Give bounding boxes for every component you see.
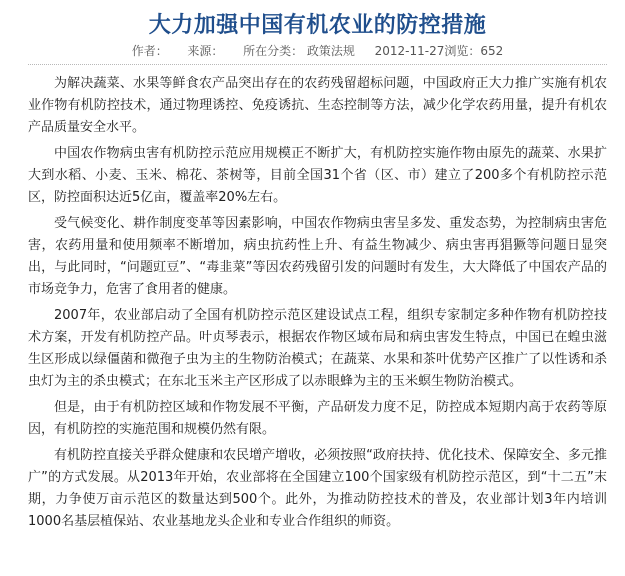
paragraph: 为解决蔬菜、水果等鲜食农产品突出存在的农药残留超标问题，中国政府正大力推广实施有机农业作物有机防控技术，通过物理诱控、免疫诱抗、生态控制等方法，减少化学农药用量，提升有机农产品质量安全水平。 [28,76,607,135]
views-count: 652 [480,44,504,58]
paragraph: 2007年，农业部启动了全国有机防控示范区建设试点工程，组织专家制定多种作物有机防控技术方案，开发有机防控产品。叶贞琴表示，根据农作物区域布局和病虫害发生特点，中国已在蝗虫滋生区形成以绿僵菌和微孢子虫为主的生物防治模式；在蔬菜、水果和茶叶优势产区推广了以性诱和杀虫灯为主的杀虫模式；在东北玉米主产区形成了以赤眼蜂为主的玉米螟生物防治模式。 [28,308,607,389]
paragraph: 但是，由于有机防控区域和作物发展不平衡，产品研发力度不足，防控成本短期内高于农药等原因，有机防控的实施范围和规模仍然有限。 [28,400,607,437]
author-label: 作者： [131,44,168,58]
source-label: 来源： [187,44,224,58]
article-meta [28,42,607,60]
category-link[interactable]: 政策法规 [306,44,355,58]
category-label: 所在分类： [243,44,304,58]
paragraph: 中国农作物病虫害有机防控示范应用规模正不断扩大，有机防控实施作物由原先的蔬菜、水果扩大到水稻、小麦、玉米、棉花、茶树等，目前全国31个省（区、市）建立了200多个有机防控示范区，防控面积达近5亿亩，覆盖率20%左右。 [28,146,607,205]
views-label: 浏览： [444,44,481,58]
article-title: 大力加强中国有机农业的防控措施 [148,12,487,38]
paragraph: 受气候变化、耕作制度变革等因素影响，中国农作物病虫害呈多发、重发态势，为控制病虫害危害，农药用量和使用频率不断增加，病虫抗药性上升、有益生物减少、病虫害再猖獗等问题日显突出，与此同时，“问题豇豆”、“毒韭菜”等因农药残留引发的问题时有发生，大大降低了中国农产品的市场竞争力，危害了食用者的健康。 [28,216,607,297]
meta-divider [28,64,607,65]
paragraph: 有机防控直接关乎群众健康和农民增产增收，必须按照“政府扶持、优化技术、保障安全、多元推广”的方式发展。从2013年开始，农业部将在全国建立100个国家级有机防控示范区，到“十二五”末期，力争使万亩示范区的数量达到500个。此外，为推动防控技术的普及，农业部计划3年内培训1000名基层植保站、农业基地龙头企业和专业合作组织的师资。 [28,448,607,529]
publish-date: 2012-11-27 [374,44,445,58]
article-body [28,73,607,533]
